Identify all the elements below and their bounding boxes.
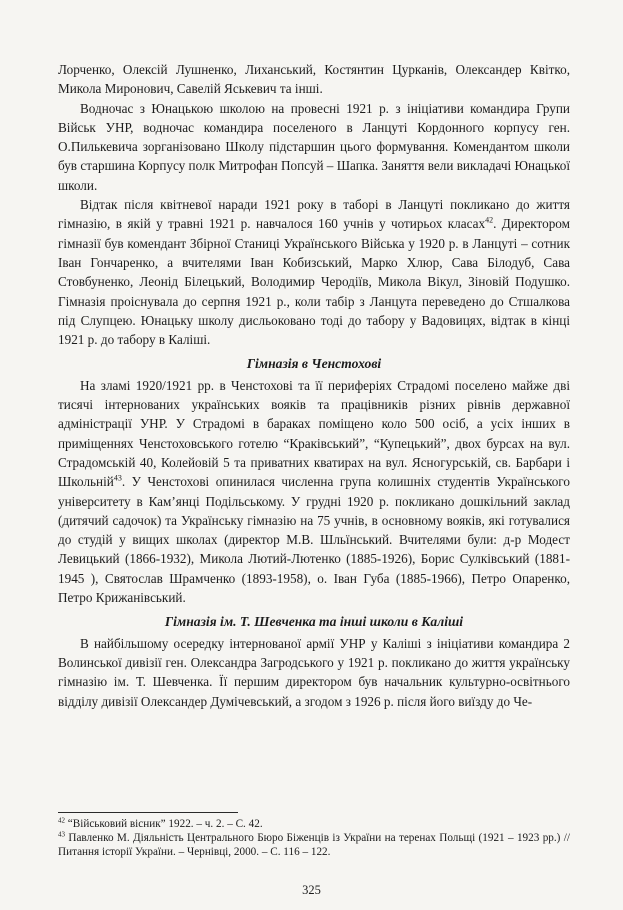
section-heading-chenstokhova: Гімназія в Ченстохові bbox=[246, 356, 382, 372]
page-body bbox=[58, 60, 570, 711]
paragraph-3: Відтак після квітневої наради 1921 року в таборі в Ланцуті покликано до життя гімназію, в якій у травні 1921 р. навчалося 160 учнів у чотирьох класах$^{42}$. Директором гімназії був комендант Збірної Станиці Українського Війська у 1920 р. в Ланцуті – сотник Іван Гончаренко, а вчителями Іван Кобизський, Марко Хлюр, Сава Білодуб, Сава Стовбуненко, Леонід Білецький, Володимир Черодіїв, Микола Вікул, Зіновій Подушко. Гімназія проіснувала до серпня 1921 р., коли табір з Ланцута переведено до Стшалкова під Слупцею. Юнацьку школу дисльоковано тоді до табору у Вадовицях, відтак в кінці 1921 р. до табору в Каліші. bbox=[58, 197, 570, 348]
footnote-43: $^{43}$ Павленко М. Діяльність Центрального Бюро Біженців із України на теренах Польщі (1921 – 1923 рр.) // Питання історії України. – Чернівці, 2000. – С. 116 – 122. bbox=[58, 830, 570, 858]
paragraph-5: В найбільшому осередку інтернованої армії УНР у Каліші з ініціативи командира 2 Волинської дивізії ген. Олександра Загродського у 1921 р. покликано до життя українську гімназію ім. Т. Шевченка. Її першим директором був начальник культурно-освітнього відділу дивізії Олександер Думічевський, а згодом з 1926 р. після його виїзду до Че- bbox=[58, 635, 570, 709]
page-number: 325 bbox=[302, 883, 321, 897]
footnote-ref-43[interactable]: 43 bbox=[113, 473, 122, 483]
footnotes bbox=[58, 812, 570, 859]
paragraph-1: Лорченко, Олексій Лушненко, Лиханський, Костянтин Цурканів, Олександер Квітко, Микола Миронович, Савелій Яськевич та інші. bbox=[58, 62, 570, 97]
section-heading-kalish: Гімназія ім. Т. Шевченка та інші школи в Каліші bbox=[164, 614, 464, 630]
footnote-42: $^{42}$ “Військовий вісник” 1922. – ч. 2. – С. 42. bbox=[58, 816, 263, 830]
paragraph-2: Водночас з Юнацькою школою на провесні 1921 р. з ініціативи командира Групи Військ УНР, водночас командира поселеного в Ланцуті Кордонного корпусу ген. О.Пилькевича зорганізовано Школу підстаршин цього формування. Комендантом школи був старшина Корпусу полк Митрофан Попсуй – Шапка. Заняття вели викладачі Юнацької школи. bbox=[58, 100, 570, 193]
footnote-divider bbox=[58, 812, 238, 813]
footnote-ref-42[interactable]: 42 bbox=[485, 215, 494, 225]
paragraph-4: На зламі 1920/1921 рр. в Ченстохові та її периферіях Страдомі поселено майже дві тисячі інтернованих українських вояків та працівників різних рівнів державної адміністрації УНР. У Страдомі в бараках поміщено коло 500 осіб, а усіх інших в приміщеннях Ченстоховського готелю “Краківський”, “Купецький”, двох бурсах на вул. Страдомській 40, Колейовій 5 та приватних кватирах на вул. Ясногурській, св. Барбари і Школьній$^{43}$. У Ченстохові опинилася численна група колишніх студентів Українського університету в Кам’янці Подільському. У грудні 1920 р. покликано дошкільний заклад (дитячий садочок) та Українську гімназію на 75 учнів, в основному вояків, які готувалися до студій у вищих школах (директор М.В. Шльїнський. Вчителями були: д-р Модест Левицький (1866-1932), Микола Лютий-Лютенко (1885-1926), Борис Сулківський (1881-1945 ), Святослав Шрамченко (1893-1958), о. Іван Губа (1885-1966), Петро Опаренко, Петро Крижанівський. bbox=[58, 377, 570, 606]
